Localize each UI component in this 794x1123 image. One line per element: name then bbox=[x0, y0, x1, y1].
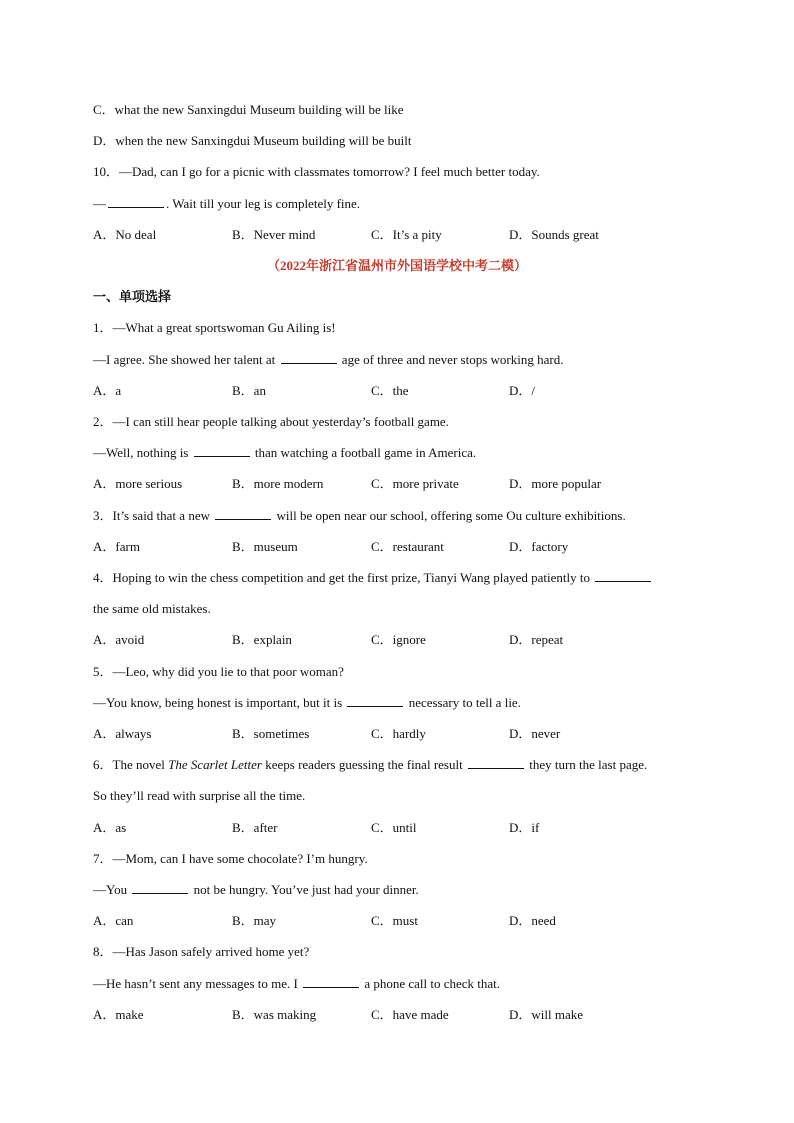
q6-line2: So they’ll read with surprise all the time. bbox=[93, 788, 306, 803]
option-d: D．need bbox=[509, 913, 556, 928]
q8-line2: —He hasn’t sent any messages to me. I a phone call to check that. bbox=[93, 976, 501, 991]
option-a: A．farm bbox=[93, 539, 140, 554]
q4-line2: the same old mistakes. bbox=[93, 601, 211, 616]
option-b: B．Never mind bbox=[232, 227, 316, 242]
option-d: D．/ bbox=[509, 383, 536, 398]
option-b: B．after bbox=[232, 820, 278, 835]
option-c: C．ignore bbox=[371, 632, 426, 647]
q8-options bbox=[93, 1006, 693, 1024]
option-c: C．have made bbox=[371, 1007, 449, 1022]
q7-line1: 7．—Mom, can I have some chocolate? I’m hungry. bbox=[93, 851, 368, 866]
answer-blank bbox=[194, 444, 250, 457]
option-c: C．more private bbox=[371, 476, 459, 491]
q9-option-c: C．what the new Sanxingdui Museum building will be like bbox=[93, 102, 404, 117]
answer-blank bbox=[215, 507, 271, 520]
option-c: C．the bbox=[371, 383, 409, 398]
option-a: A．No deal bbox=[93, 227, 157, 242]
source-title: （2022年浙江省温州市外国语学校中考二模） bbox=[266, 258, 527, 273]
q4-options bbox=[93, 631, 693, 649]
option-c: C．It’s a pity bbox=[371, 227, 442, 242]
q2-line2: —Well, nothing is than watching a football game in America. bbox=[93, 445, 477, 460]
option-b: B．was making bbox=[232, 1007, 317, 1022]
option-d: D．factory bbox=[509, 539, 569, 554]
q1-options bbox=[93, 382, 693, 400]
book-title: The Scarlet Letter bbox=[168, 757, 262, 772]
q1-line1: 1．—What a great sportswoman Gu Ailing is! bbox=[93, 320, 336, 335]
option-a: A．can bbox=[93, 913, 134, 928]
option-b: B．explain bbox=[232, 632, 292, 647]
option-b: B．may bbox=[232, 913, 277, 928]
option-d: D．more popular bbox=[509, 476, 602, 491]
option-a: A．make bbox=[93, 1007, 144, 1022]
option-d: D．Sounds great bbox=[509, 227, 599, 242]
answer-blank bbox=[108, 195, 164, 208]
option-c: C．restaurant bbox=[371, 539, 444, 554]
q3-options bbox=[93, 538, 693, 556]
q3-line1: 3．It’s said that a new will be open near our school, offering some Ou culture exhibitions. bbox=[93, 508, 626, 523]
q10-reply: — . Wait till your leg is completely fine. bbox=[93, 196, 361, 211]
option-c: C．hardly bbox=[371, 726, 426, 741]
option-c: C．until bbox=[371, 820, 417, 835]
option-b: B．an bbox=[232, 383, 266, 398]
option-d: D．repeat bbox=[509, 632, 564, 647]
option-a: A．more serious bbox=[93, 476, 183, 491]
q4-line1: 4．Hoping to win the chess competition and get the first prize, Tianyi Wang played patiently to bbox=[93, 569, 653, 587]
option-a: A．as bbox=[93, 820, 127, 835]
q1-line2: —I agree. She showed her talent at age of three and never stops working hard. bbox=[93, 352, 564, 367]
option-a: A．avoid bbox=[93, 632, 145, 647]
q2-line1: 2．—I can still hear people talking about yesterday’s football game. bbox=[93, 414, 449, 429]
answer-blank bbox=[303, 975, 359, 988]
answer-blank bbox=[347, 694, 403, 707]
q6-line1: 6．The novel The Scarlet Letter keeps readers guessing the final result they turn the last page. bbox=[93, 757, 648, 772]
q7-line2: —You not be hungry. You’ve just had your dinner. bbox=[93, 882, 419, 897]
option-a: A．always bbox=[93, 726, 152, 741]
option-d: D．if bbox=[509, 820, 540, 835]
answer-blank bbox=[132, 881, 188, 894]
option-d: D．will make bbox=[509, 1007, 584, 1022]
q5-line2: —You know, being honest is important, but it is necessary to tell a lie. bbox=[93, 695, 521, 710]
q5-line1: 5．—Leo, why did you lie to that poor woman? bbox=[93, 664, 344, 679]
q5-options bbox=[93, 725, 693, 743]
option-b: B．museum bbox=[232, 539, 298, 554]
answer-blank bbox=[468, 756, 524, 769]
q6-options bbox=[93, 819, 693, 837]
option-b: B．more modern bbox=[232, 476, 324, 491]
q10-stem: 10．—Dad, can I go for a picnic with classmates tomorrow? I feel much better today. bbox=[93, 164, 540, 179]
option-b: B．sometimes bbox=[232, 726, 310, 741]
option-d: D．never bbox=[509, 726, 561, 741]
option-c: C．must bbox=[371, 913, 418, 928]
answer-blank bbox=[595, 569, 651, 582]
q7-options bbox=[93, 912, 693, 930]
q2-options bbox=[93, 475, 693, 493]
answer-blank bbox=[281, 351, 337, 364]
section-title: 一、单项选择 bbox=[93, 289, 172, 304]
q8-line1: 8．—Has Jason safely arrived home yet? bbox=[93, 944, 310, 959]
q9-option-d: D．when the new Sanxingdui Museum building will be built bbox=[93, 133, 412, 148]
option-a: A．a bbox=[93, 383, 122, 398]
q10-options bbox=[93, 226, 693, 244]
